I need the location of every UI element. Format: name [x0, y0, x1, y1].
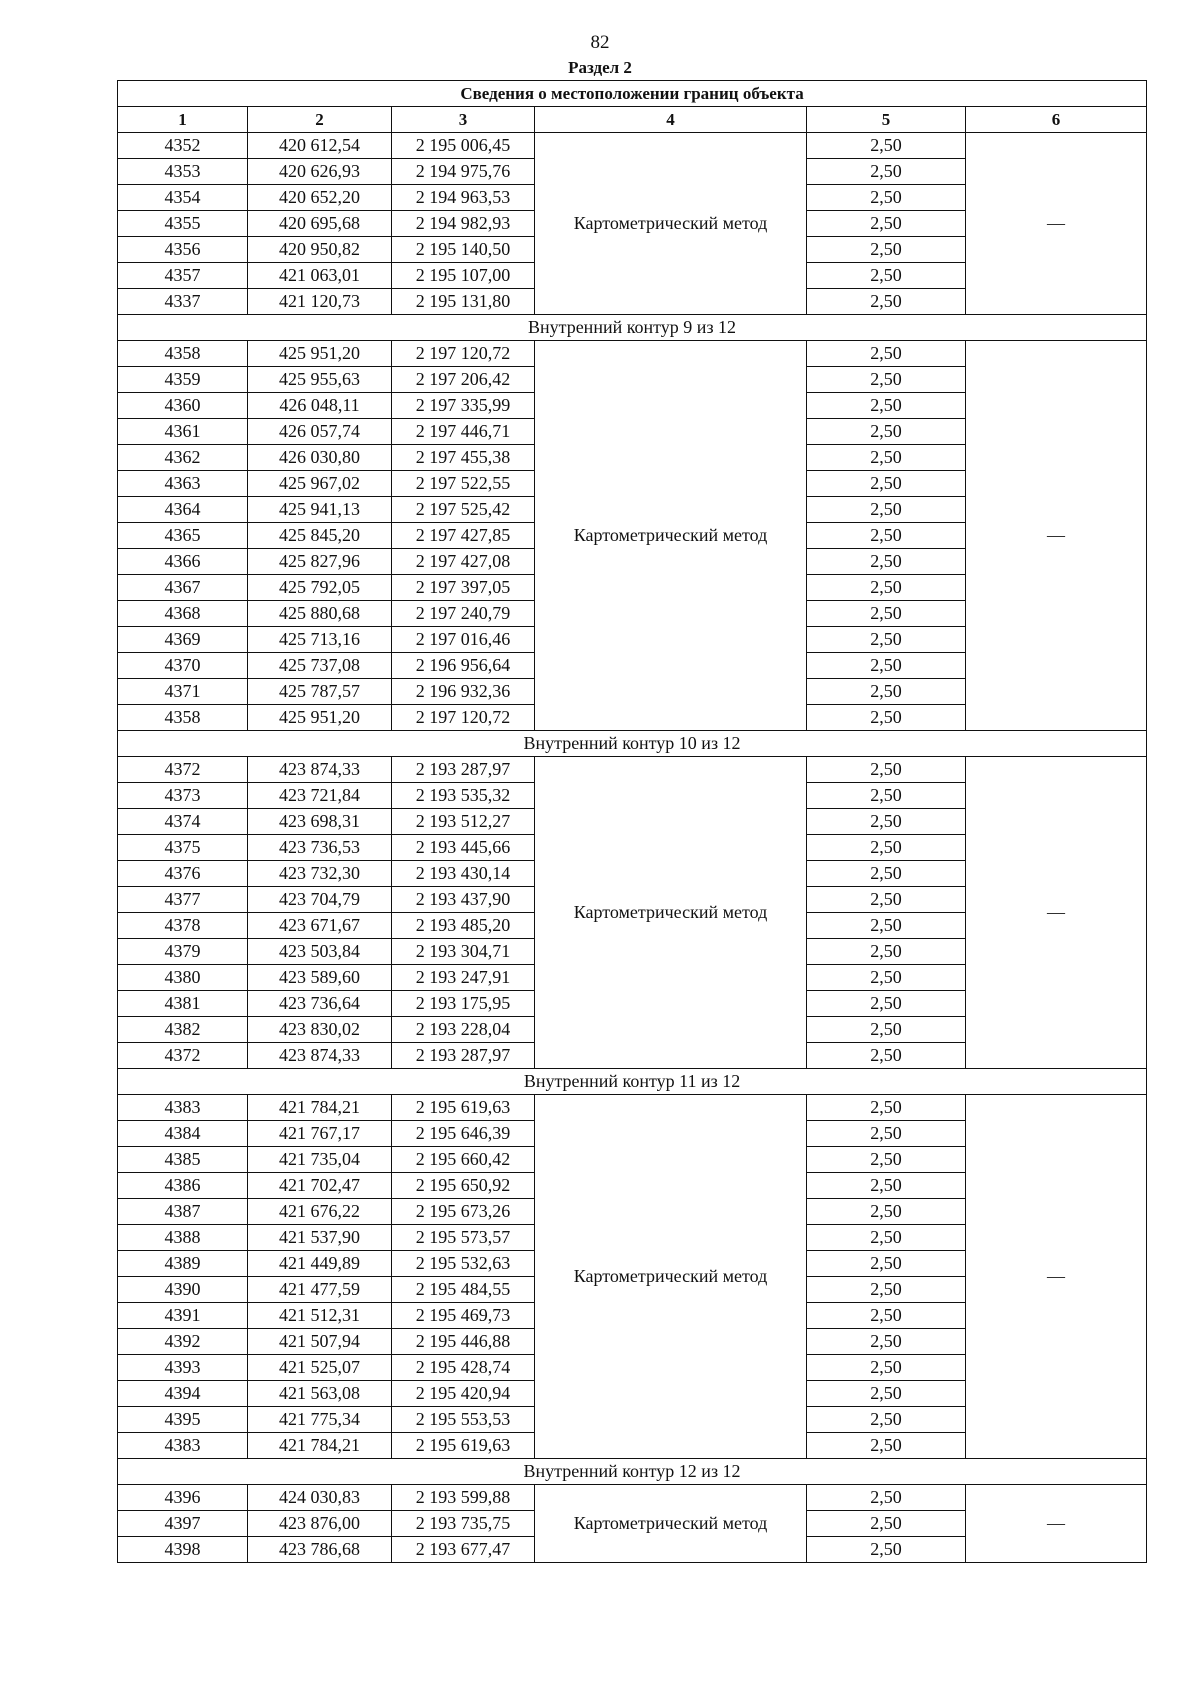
coord-x: 420 950,82	[248, 237, 392, 263]
point-number: 4383	[118, 1095, 248, 1121]
point-number: 4355	[118, 211, 248, 237]
coord-x: 425 967,02	[248, 471, 392, 497]
coord-y: 2 193 247,91	[392, 965, 535, 991]
column-number-row	[118, 107, 1147, 133]
coord-y: 2 194 982,93	[392, 211, 535, 237]
point-number: 4359	[118, 367, 248, 393]
point-number: 4383	[118, 1433, 248, 1459]
precision-value: 2,50	[807, 497, 966, 523]
coord-x: 423 721,84	[248, 783, 392, 809]
point-number: 4370	[118, 653, 248, 679]
coord-x: 425 951,20	[248, 705, 392, 731]
boundary-table	[117, 80, 1147, 1563]
precision-value: 2,50	[807, 757, 966, 783]
coord-y: 2 197 455,38	[392, 445, 535, 471]
point-number: 4376	[118, 861, 248, 887]
point-number: 4369	[118, 627, 248, 653]
table-row	[118, 341, 1147, 367]
coord-y: 2 196 956,64	[392, 653, 535, 679]
precision-value: 2,50	[807, 549, 966, 575]
table-row	[118, 133, 1147, 159]
point-number: 4357	[118, 263, 248, 289]
point-number: 4352	[118, 133, 248, 159]
coord-y: 2 195 573,57	[392, 1225, 535, 1251]
coord-x: 423 876,00	[248, 1511, 392, 1537]
coord-y: 2 193 304,71	[392, 939, 535, 965]
coord-x: 423 589,60	[248, 965, 392, 991]
coord-x: 423 736,64	[248, 991, 392, 1017]
coord-x: 421 525,07	[248, 1355, 392, 1381]
precision-value: 2,50	[807, 809, 966, 835]
precision-value: 2,50	[807, 939, 966, 965]
precision-value: 2,50	[807, 1199, 966, 1225]
coord-y: 2 195 469,73	[392, 1303, 535, 1329]
coord-x: 425 827,96	[248, 549, 392, 575]
precision-value: 2,50	[807, 133, 966, 159]
coord-x: 421 563,08	[248, 1381, 392, 1407]
coord-x: 423 704,79	[248, 887, 392, 913]
precision-value: 2,50	[807, 913, 966, 939]
precision-value: 2,50	[807, 1147, 966, 1173]
point-number: 4372	[118, 1043, 248, 1069]
point-number: 4379	[118, 939, 248, 965]
precision-value: 2,50	[807, 1303, 966, 1329]
point-number: 4397	[118, 1511, 248, 1537]
precision-value: 2,50	[807, 341, 966, 367]
coord-y: 2 197 446,71	[392, 419, 535, 445]
coord-x: 423 736,53	[248, 835, 392, 861]
coord-x: 425 951,20	[248, 341, 392, 367]
precision-value: 2,50	[807, 419, 966, 445]
coord-y: 2 195 646,39	[392, 1121, 535, 1147]
coord-x: 420 612,54	[248, 133, 392, 159]
precision-value: 2,50	[807, 1173, 966, 1199]
point-number: 4374	[118, 809, 248, 835]
precision-value: 2,50	[807, 289, 966, 315]
coord-y: 2 195 428,74	[392, 1355, 535, 1381]
coord-y: 2 197 427,85	[392, 523, 535, 549]
column-number: 3	[392, 107, 535, 133]
precision-value: 2,50	[807, 263, 966, 289]
point-number: 4364	[118, 497, 248, 523]
point-number: 4382	[118, 1017, 248, 1043]
coord-y: 2 195 619,63	[392, 1433, 535, 1459]
method-cell: Картометрический метод	[535, 341, 807, 731]
point-number: 4390	[118, 1277, 248, 1303]
point-number: 4365	[118, 523, 248, 549]
precision-value: 2,50	[807, 1121, 966, 1147]
coord-y: 2 197 335,99	[392, 393, 535, 419]
point-number: 4395	[118, 1407, 248, 1433]
point-number: 4358	[118, 341, 248, 367]
point-number: 4388	[118, 1225, 248, 1251]
coord-y: 2 197 525,42	[392, 497, 535, 523]
precision-value: 2,50	[807, 1095, 966, 1121]
coord-y: 2 197 522,55	[392, 471, 535, 497]
coord-y: 2 195 650,92	[392, 1173, 535, 1199]
precision-value: 2,50	[807, 835, 966, 861]
table-row	[118, 1095, 1147, 1121]
coord-y: 2 195 673,26	[392, 1199, 535, 1225]
table-body	[118, 133, 1147, 1563]
coord-y: 2 193 512,27	[392, 809, 535, 835]
precision-value: 2,50	[807, 991, 966, 1017]
precision-value: 2,50	[807, 575, 966, 601]
contour-title: Внутренний контур 10 из 12	[118, 731, 1147, 757]
precision-value: 2,50	[807, 965, 966, 991]
coord-y: 2 193 535,32	[392, 783, 535, 809]
method-cell: Картометрический метод	[535, 1095, 807, 1459]
dash-cell: —	[966, 341, 1147, 731]
coord-y: 2 195 484,55	[392, 1277, 535, 1303]
coord-x: 420 652,20	[248, 185, 392, 211]
coord-x: 426 048,11	[248, 393, 392, 419]
coord-y: 2 197 427,08	[392, 549, 535, 575]
coord-x: 421 767,17	[248, 1121, 392, 1147]
coord-x: 425 955,63	[248, 367, 392, 393]
coord-y: 2 193 430,14	[392, 861, 535, 887]
page-number: 82	[590, 32, 610, 53]
table-caption: Сведения о местоположении границ объекта	[118, 81, 1147, 107]
precision-value: 2,50	[807, 1511, 966, 1537]
point-number: 4366	[118, 549, 248, 575]
coord-y: 2 197 240,79	[392, 601, 535, 627]
coord-y: 2 193 437,90	[392, 887, 535, 913]
coord-x: 425 880,68	[248, 601, 392, 627]
coord-x: 421 537,90	[248, 1225, 392, 1251]
point-number: 4372	[118, 757, 248, 783]
method-cell: Картометрический метод	[535, 133, 807, 315]
point-number: 4368	[118, 601, 248, 627]
coord-x: 423 786,68	[248, 1537, 392, 1563]
coord-x: 421 735,04	[248, 1147, 392, 1173]
coord-y: 2 193 228,04	[392, 1017, 535, 1043]
contour-title-row	[118, 1069, 1147, 1095]
point-number: 4353	[118, 159, 248, 185]
coord-y: 2 195 107,00	[392, 263, 535, 289]
contour-title: Внутренний контур 11 из 12	[118, 1069, 1147, 1095]
coord-y: 2 195 446,88	[392, 1329, 535, 1355]
point-number: 4358	[118, 705, 248, 731]
method-cell: Картометрический метод	[535, 757, 807, 1069]
coord-x: 425 845,20	[248, 523, 392, 549]
precision-value: 2,50	[807, 523, 966, 549]
coord-x: 421 063,01	[248, 263, 392, 289]
coord-y: 2 197 120,72	[392, 341, 535, 367]
point-number: 4363	[118, 471, 248, 497]
point-number: 4378	[118, 913, 248, 939]
point-number: 4361	[118, 419, 248, 445]
point-number: 4373	[118, 783, 248, 809]
point-number: 4377	[118, 887, 248, 913]
coord-x: 423 698,31	[248, 809, 392, 835]
coord-y: 2 195 532,63	[392, 1251, 535, 1277]
precision-value: 2,50	[807, 861, 966, 887]
contour-title-row	[118, 731, 1147, 757]
precision-value: 2,50	[807, 185, 966, 211]
coord-x: 425 792,05	[248, 575, 392, 601]
point-number: 4394	[118, 1381, 248, 1407]
coord-x: 425 941,13	[248, 497, 392, 523]
column-number: 5	[807, 107, 966, 133]
point-number: 4380	[118, 965, 248, 991]
precision-value: 2,50	[807, 393, 966, 419]
point-number: 4337	[118, 289, 248, 315]
coord-y: 2 195 660,42	[392, 1147, 535, 1173]
coord-x: 421 449,89	[248, 1251, 392, 1277]
precision-value: 2,50	[807, 705, 966, 731]
coord-y: 2 197 016,46	[392, 627, 535, 653]
coord-x: 423 732,30	[248, 861, 392, 887]
precision-value: 2,50	[807, 1225, 966, 1251]
point-number: 4398	[118, 1537, 248, 1563]
precision-value: 2,50	[807, 887, 966, 913]
coord-x: 420 626,93	[248, 159, 392, 185]
coord-x: 420 695,68	[248, 211, 392, 237]
precision-value: 2,50	[807, 1277, 966, 1303]
point-number: 4396	[118, 1485, 248, 1511]
point-number: 4392	[118, 1329, 248, 1355]
precision-value: 2,50	[807, 783, 966, 809]
coord-x: 421 702,47	[248, 1173, 392, 1199]
coord-x: 423 874,33	[248, 1043, 392, 1069]
precision-value: 2,50	[807, 471, 966, 497]
point-number: 4371	[118, 679, 248, 705]
coord-x: 423 830,02	[248, 1017, 392, 1043]
coord-y: 2 195 006,45	[392, 133, 535, 159]
coord-x: 425 787,57	[248, 679, 392, 705]
section-title: Раздел 2	[568, 58, 632, 77]
coord-x: 423 671,67	[248, 913, 392, 939]
precision-value: 2,50	[807, 1485, 966, 1511]
column-number: 6	[966, 107, 1147, 133]
precision-value: 2,50	[807, 445, 966, 471]
method-cell: Картометрический метод	[535, 1485, 807, 1563]
precision-value: 2,50	[807, 159, 966, 185]
precision-value: 2,50	[807, 653, 966, 679]
coord-x: 425 713,16	[248, 627, 392, 653]
coord-y: 2 195 140,50	[392, 237, 535, 263]
contour-title-row	[118, 1459, 1147, 1485]
coord-y: 2 193 175,95	[392, 991, 535, 1017]
precision-value: 2,50	[807, 237, 966, 263]
coord-x: 421 512,31	[248, 1303, 392, 1329]
column-number: 4	[535, 107, 807, 133]
coord-y: 2 195 131,80	[392, 289, 535, 315]
precision-value: 2,50	[807, 1017, 966, 1043]
precision-value: 2,50	[807, 1381, 966, 1407]
coord-x: 421 676,22	[248, 1199, 392, 1225]
coord-y: 2 193 677,47	[392, 1537, 535, 1563]
coord-x: 426 030,80	[248, 445, 392, 471]
coord-y: 2 197 397,05	[392, 575, 535, 601]
point-number: 4375	[118, 835, 248, 861]
point-number: 4389	[118, 1251, 248, 1277]
point-number: 4386	[118, 1173, 248, 1199]
point-number: 4391	[118, 1303, 248, 1329]
precision-value: 2,50	[807, 367, 966, 393]
coord-y: 2 195 619,63	[392, 1095, 535, 1121]
point-number: 4393	[118, 1355, 248, 1381]
coord-y: 2 193 287,97	[392, 1043, 535, 1069]
coord-y: 2 194 975,76	[392, 159, 535, 185]
coord-y: 2 195 553,53	[392, 1407, 535, 1433]
precision-value: 2,50	[807, 1407, 966, 1433]
coord-y: 2 193 287,97	[392, 757, 535, 783]
coord-x: 421 784,21	[248, 1433, 392, 1459]
coord-x: 421 775,34	[248, 1407, 392, 1433]
coord-x: 424 030,83	[248, 1485, 392, 1511]
coord-x: 421 784,21	[248, 1095, 392, 1121]
coord-y: 2 193 445,66	[392, 835, 535, 861]
coord-x: 426 057,74	[248, 419, 392, 445]
column-number: 1	[118, 107, 248, 133]
precision-value: 2,50	[807, 627, 966, 653]
dash-cell: —	[966, 1485, 1147, 1563]
coord-y: 2 195 420,94	[392, 1381, 535, 1407]
coord-y: 2 193 599,88	[392, 1485, 535, 1511]
precision-value: 2,50	[807, 1537, 966, 1563]
coord-x: 423 874,33	[248, 757, 392, 783]
precision-value: 2,50	[807, 1043, 966, 1069]
precision-value: 2,50	[807, 211, 966, 237]
coord-x: 421 477,59	[248, 1277, 392, 1303]
precision-value: 2,50	[807, 1433, 966, 1459]
coord-x: 421 507,94	[248, 1329, 392, 1355]
point-number: 4381	[118, 991, 248, 1017]
precision-value: 2,50	[807, 601, 966, 627]
point-number: 4354	[118, 185, 248, 211]
coord-x: 421 120,73	[248, 289, 392, 315]
coord-y: 2 193 735,75	[392, 1511, 535, 1537]
dash-cell: —	[966, 133, 1147, 315]
contour-title: Внутренний контур 9 из 12	[118, 315, 1147, 341]
point-number: 4360	[118, 393, 248, 419]
point-number: 4384	[118, 1121, 248, 1147]
coord-y: 2 197 206,42	[392, 367, 535, 393]
contour-title: Внутренний контур 12 из 12	[118, 1459, 1147, 1485]
point-number: 4367	[118, 575, 248, 601]
precision-value: 2,50	[807, 1329, 966, 1355]
dash-cell: —	[966, 1095, 1147, 1459]
coord-y: 2 197 120,72	[392, 705, 535, 731]
point-number: 4362	[118, 445, 248, 471]
dash-cell: —	[966, 757, 1147, 1069]
contour-title-row	[118, 315, 1147, 341]
precision-value: 2,50	[807, 1355, 966, 1381]
point-number: 4356	[118, 237, 248, 263]
table-row	[118, 1485, 1147, 1511]
coord-x: 423 503,84	[248, 939, 392, 965]
column-number: 2	[248, 107, 392, 133]
table-row	[118, 757, 1147, 783]
point-number: 4385	[118, 1147, 248, 1173]
precision-value: 2,50	[807, 679, 966, 705]
coord-x: 425 737,08	[248, 653, 392, 679]
coord-y: 2 193 485,20	[392, 913, 535, 939]
coord-y: 2 194 963,53	[392, 185, 535, 211]
point-number: 4387	[118, 1199, 248, 1225]
coord-y: 2 196 932,36	[392, 679, 535, 705]
precision-value: 2,50	[807, 1251, 966, 1277]
